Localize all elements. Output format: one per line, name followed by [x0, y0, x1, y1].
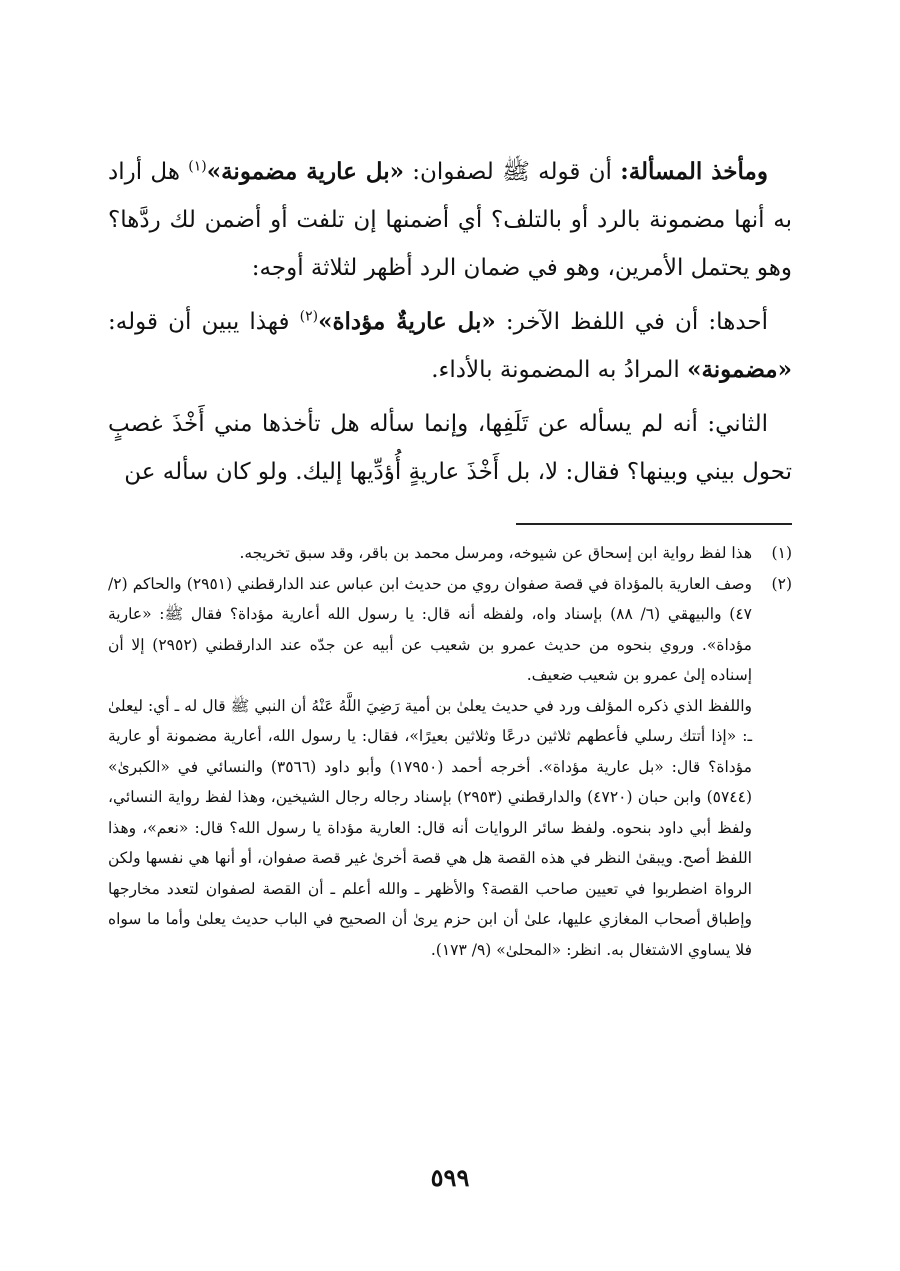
main-text — [108, 148, 792, 502]
footnote-2 — [108, 569, 792, 966]
paragraph-2-text-3: المرادُ به المضمونة بالأداء. — [431, 357, 688, 383]
paragraph-2-text-2: فهذا يبين أن قوله: — [108, 309, 300, 335]
footnote-1 — [108, 538, 792, 569]
paragraph-2-text-1: أحدها: أن في اللفظ الآخر: — [495, 309, 769, 335]
footnote-paragraph: هذا لفظ رواية ابن إسحاق عن شيوخه، ومرسل محمد بن باقر، وقد سبق تخريجه. — [239, 544, 752, 562]
paragraph-2 — [108, 298, 792, 394]
footnote-ref-2: (٢) — [299, 308, 319, 325]
paragraph-2-quote: «بل عاريةٌ مؤداة» — [318, 308, 496, 335]
footnote-paragraph: وصف العارية بالمؤداة في قصة صفوان روي من حديث ابن عباس عند الدارقطني (٢٩٥١) والحاكم (٢/ ٤٧) والبيهقي (٦/ ٨٨) بإسناد واه، ولفظه أنه قال: يا رسول الله أعارية مؤداة؟ فقال ﷺ: «عارية مؤداة». وروي بنحوه من حديث عمرو بن شعيب عن أبيه عن جدّه عند الدارقطني (٢٩٥٢) إلا أن إسناده إلىٰ عمرو بن شعيب ضعيف. — [108, 574, 752, 684]
page-number: ٥٩٩ — [430, 1163, 470, 1192]
footnote-paragraph: واللفظ الذي ذكره المؤلف ورد في حديث يعلىٰ بن أمية رَضِيَ اللَّهُ عَنْهُ أن النبي ﷺ قال له ـ أي: ليعلىٰ ـ: «إذا أتتك رسلي فأعطهم ثلاثين درعًا وثلاثين بعيرًا»، فقال: يا رسول الله، أعارية مضمونة أو عارية مؤداة؟ قال: «بل عارية مؤداة». أخرجه أحمد (١٧٩٥٠) وأبو داود (٣٥٦٦) والنسائي في «الكبرىٰ» (٥٧٤٤) وابن حبان (٤٧٢٠) والدارقطني (٢٩٥٣) بإسناد رجاله رجال الشيخين، وهذا لفظ رواية النسائي، ولفظ أبي داود بنحوه. ولفظ سائر الروايات أنه قال: العارية مؤداة يا رسول الله؟ قال: «نعم»، وهذا اللفظ أصح. ويبقىٰ النظر في هذه القصة هل هي قصة أخرىٰ غير قصة صفوان، أو أنها هي نفسها ولكن الرواة اضطربوا في تعيين صاحب القصة؟ والأظهر ـ والله أعلم ـ أن القصة لصفوان لتعدد مخارجها وإطباق أصحاب المغازي عليها، علىٰ أن ابن حزم يرىٰ أن الصحيح في الباب حديث يعلىٰ وأما ما سواه فلا يساوي الاشتغال به. انظر: «المحلىٰ» (٩/ ١٧٣). — [108, 696, 752, 959]
paragraph-2-quote-2: «مضمونة» — [687, 356, 792, 383]
paragraph-1-lead: ومأخذ المسألة: — [620, 158, 768, 185]
paragraph-1-text-1: أن قوله ﷺ لصفوان: — [404, 159, 621, 185]
footnote-divider — [516, 523, 792, 525]
paragraph-1-quote: «بل عارية مضمونة» — [206, 158, 404, 185]
paragraph-3 — [108, 400, 792, 496]
footnote-body — [108, 538, 752, 569]
footnote-number: (٢) — [771, 574, 792, 593]
paragraph-1 — [108, 148, 792, 292]
footnote-number: (١) — [771, 544, 792, 562]
paragraph-1-text-2: هل أراد به أنها مضمونة بالرد أو بالتلف؟ أي أضمنها إن تلفت أو أضمن لك ردَّها؟ وهو يحتمل الأمرين، وهو في ضمان الرد أظهر لثلاثة أوجه: — [108, 159, 792, 281]
footnotes — [108, 538, 792, 965]
paragraph-3-text: الثاني: أنه لم يسأله عن تَلَفِها، وإنما سأله هل تأخذها مني أَخْذَ غصبٍ تحول بيني وبينها؟ فقال: لا، بل أَخْذَ عاريةٍ أُؤدِّيها إليك. ولو كان سأله عن — [108, 411, 792, 485]
footnote-ref-1: (١) — [188, 158, 207, 175]
footnote-body — [108, 569, 752, 966]
